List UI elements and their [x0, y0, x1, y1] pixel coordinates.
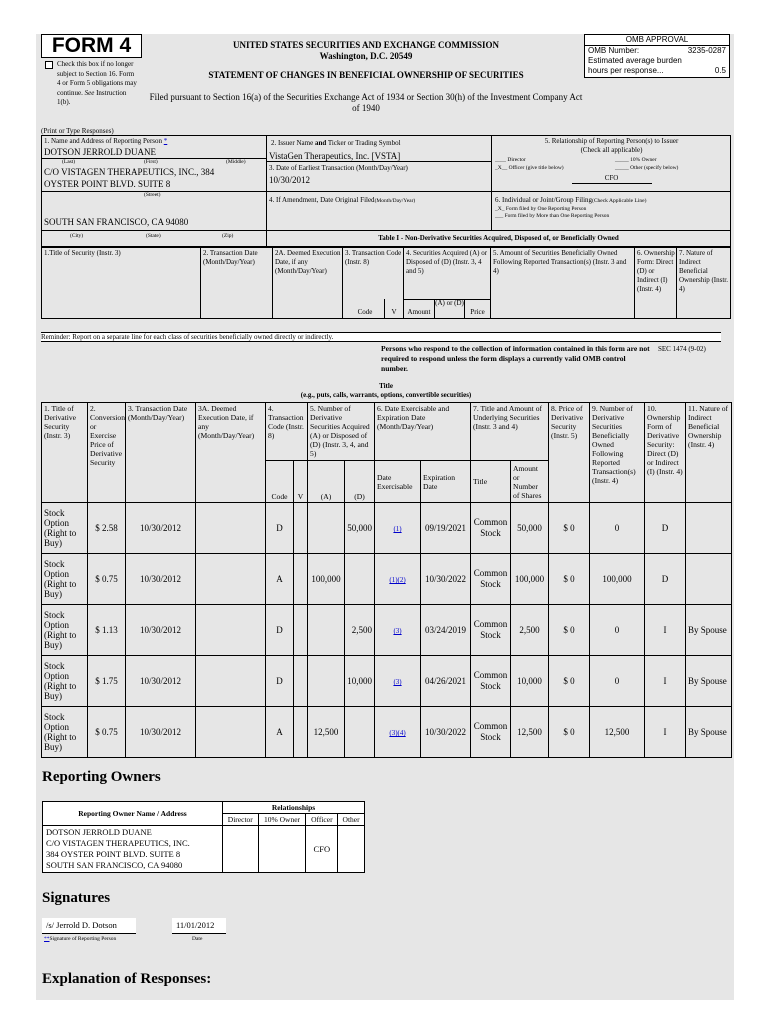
- derivative-row: [42, 554, 732, 605]
- derivative-price: $ 0: [549, 605, 590, 656]
- box6-opt1: _X_ Form filed by One Reporting Person: [495, 206, 587, 212]
- box5-other: _____ Other (specify below): [615, 165, 679, 171]
- table2-subtitle: (e.g., puts, calls, warrants, options, convertible securities): [300, 391, 472, 399]
- underlying-amount: 2,500: [511, 605, 549, 656]
- t1-price: Price: [470, 308, 485, 316]
- acquired-amount: [308, 656, 345, 707]
- t2-title: Title: [471, 461, 511, 503]
- date-exercisable: [375, 554, 421, 605]
- transaction-code: A: [266, 707, 294, 758]
- omb-hours-label: hours per response...: [588, 66, 664, 75]
- owned-following: 0: [590, 656, 645, 707]
- conversion-price: $ 0.75: [88, 554, 126, 605]
- derivative-price: $ 0: [549, 554, 590, 605]
- filed-pursuant: Filed pursuant to Section 16(a) of the Securities Exchange Act of 1934 or Section 30(h) of the Investment Company Act of 1940: [149, 92, 583, 113]
- derivative-row: [42, 605, 732, 656]
- t2-h3: 3. Transaction Date (Month/Day/Year): [126, 403, 196, 503]
- signature-name: /s/ Jerrold D. Dotson: [42, 918, 136, 933]
- security-title: Stock Option (Right to Buy): [42, 554, 88, 605]
- form4-page: [36, 34, 734, 1000]
- underlying-title: Common Stock: [471, 605, 511, 656]
- derivative-table: [41, 402, 732, 758]
- zip-label: (Zip): [222, 233, 234, 239]
- owners-officer: Officer: [306, 814, 338, 826]
- reporting-person-name: DOTSON JERROLD DUANE: [44, 147, 156, 157]
- t1-v: V: [391, 308, 397, 316]
- street-label: (Street): [144, 192, 161, 198]
- t2-h10: 10. Ownership Form of Derivative Security: Direct (D) or Indirect (I) (Instr. 4): [645, 403, 686, 503]
- footnote-link[interactable]: (3): [393, 678, 402, 686]
- owners-col-rel: Relationships: [223, 802, 365, 814]
- t1-code: Code: [357, 308, 373, 316]
- v-flag: [294, 707, 308, 758]
- omb-hours: 0.5: [714, 66, 726, 75]
- derivative-price: $ 0: [549, 656, 590, 707]
- security-title: Stock Option (Right to Buy): [42, 707, 88, 758]
- explanation-heading: Explanation of Responses:: [42, 971, 212, 987]
- derivative-row: [42, 503, 732, 554]
- deemed-date: [196, 503, 266, 554]
- disposed-amount: 10,000: [345, 656, 375, 707]
- t2-h7: 7. Title and Amount of Underlying Securities (Instr. 3 and 4): [471, 403, 549, 461]
- underlying-amount: 100,000: [511, 554, 549, 605]
- earliest-transaction-date: 10/30/2012: [269, 175, 311, 185]
- transaction-code: D: [266, 503, 294, 554]
- t2-h8: 8. Price of Derivative Security (Instr. 5): [549, 403, 590, 503]
- t2-h9: 9. Number of Derivative Securities Beneficially Owned Following Reported Transaction(s) (Instr. 4): [590, 403, 645, 503]
- date-exercisable: [375, 656, 421, 707]
- box5-label: 5. Relationship of Reporting Person(s) to Issuer: [544, 137, 679, 145]
- t2-v: V: [294, 461, 308, 503]
- footnote-link[interactable]: (1)(2): [389, 576, 406, 584]
- box5-ten-pct: _____ 10% Owner: [615, 157, 657, 163]
- t2-h6: 6. Date Exercisable and Expiration Date (Month/Day/Year): [375, 403, 471, 461]
- reporting-owners-heading: Reporting Owners: [42, 769, 161, 785]
- t2-h1: 1. Title of Derivative Security (Instr. 3): [42, 403, 88, 503]
- t1-h3: 3. Transaction Code (Instr. 8): [345, 249, 402, 266]
- deemed-date: [196, 554, 266, 605]
- agency-city: Washington, D.C. 20549: [319, 51, 413, 61]
- omb-number: 3235-0287: [687, 46, 726, 55]
- issuer-name: VistaGen Therapeutics, Inc. [VSTA]: [269, 151, 401, 161]
- statement-title: STATEMENT OF CHANGES IN BENEFICIAL OWNERSHIP OF SECURITIES: [208, 70, 524, 80]
- conversion-price: $ 1.75: [88, 656, 126, 707]
- persons-notice: Persons who respond to the collection of information contained in this form are not required to respond unless the form displays a currently valid OMB control number.: [381, 344, 650, 373]
- conversion-price: $ 2.58: [88, 503, 126, 554]
- t2-exp: Expiration Date: [421, 461, 471, 503]
- box1-label: 1. Name and Address of Reporting Person *: [44, 137, 168, 145]
- t1-h7: 7. Nature of Indirect Beneficial Ownership (Instr. 4): [679, 249, 728, 293]
- acquired-amount: [308, 605, 345, 656]
- footnote-link[interactable]: (3): [393, 627, 402, 635]
- expiration-date: 10/30/2022: [421, 554, 471, 605]
- security-title: Stock Option (Right to Buy): [42, 503, 88, 554]
- ownership-form: I: [645, 656, 686, 707]
- address-line-1: C/O VISTAGEN THERAPEUTICS, INC., 384: [44, 167, 215, 177]
- owners-other: Other: [338, 814, 365, 826]
- transaction-date: 10/30/2012: [126, 605, 196, 656]
- ownership-nature: [686, 503, 732, 554]
- expiration-date: 10/30/2022: [421, 707, 471, 758]
- ownership-form: D: [645, 503, 686, 554]
- disposed-amount: [345, 554, 375, 605]
- omb-burden-label: Estimated average burden: [588, 56, 682, 65]
- t1-aord: (A) or (D): [435, 299, 464, 307]
- date-exercisable: [375, 707, 421, 758]
- underlying-amount: 12,500: [511, 707, 549, 758]
- t1-h2: 2. Transaction Date (Month/Day/Year): [203, 249, 258, 266]
- conversion-price: $ 1.13: [88, 605, 126, 656]
- owned-following: 12,500: [590, 707, 645, 758]
- form-title: FORM 4: [41, 34, 142, 58]
- t2-h4: 4. Transaction Code (Instr. 8): [266, 403, 308, 461]
- disposed-amount: 2,500: [345, 605, 375, 656]
- v-flag: [294, 554, 308, 605]
- acquired-amount: 100,000: [308, 554, 345, 605]
- signatures-heading: Signatures: [42, 890, 111, 906]
- checkbox-label: Check this box if no longer subject to Section 16. Form 4 or Form 5 obligations may continue. See Instruction 1(b).: [57, 60, 137, 106]
- security-title: Stock Option (Right to Buy): [42, 605, 88, 656]
- t1-amount: Amount: [407, 308, 431, 316]
- omb-approval-box: [584, 34, 730, 78]
- owners-director: Director: [223, 814, 259, 826]
- officer-title: CFO: [604, 174, 619, 182]
- derivative-row: [42, 656, 732, 707]
- owned-following: 100,000: [590, 554, 645, 605]
- transaction-code: D: [266, 656, 294, 707]
- security-title: Stock Option (Right to Buy): [42, 656, 88, 707]
- t1-h6: 6. Ownership Form: Direct (D) or Indirect (I) (Instr. 4): [637, 249, 675, 293]
- box3-label: 3. Date of Earliest Transaction (Month/Day/Year): [269, 164, 408, 172]
- ownership-nature: [686, 554, 732, 605]
- transaction-date: 10/30/2012: [126, 554, 196, 605]
- disposed-amount: [345, 707, 375, 758]
- transaction-date: 10/30/2012: [126, 707, 196, 758]
- underlying-title: Common Stock: [471, 554, 511, 605]
- transaction-date: 10/30/2012: [126, 503, 196, 554]
- reporting-owners-table: [42, 801, 365, 873]
- deemed-date: [196, 656, 266, 707]
- t1-h1: 1.Title of Security (Instr. 3): [44, 249, 121, 257]
- transaction-date: 10/30/2012: [126, 656, 196, 707]
- box4-label: 4. If Amendment, Date Original Filed(Month/Day/Year): [269, 196, 416, 204]
- t2-h11: 11. Nature of Indirect Beneficial Ownership (Instr. 4): [686, 403, 732, 503]
- deemed-date: [196, 707, 266, 758]
- owner-officer-value: CFO: [306, 826, 338, 873]
- owners-ten-pct: 10% Owner: [258, 814, 306, 826]
- underlying-amount: 50,000: [511, 503, 549, 554]
- sec-code: SEC 1474 (9-02): [658, 345, 706, 353]
- underlying-title: Common Stock: [471, 707, 511, 758]
- t2-h5: 5. Number of Derivative Securities Acquired (A) or Disposed of (D) (Instr. 3, 4, and 5): [308, 403, 375, 461]
- agency-name: UNITED STATES SECURITIES AND EXCHANGE COMMISSION: [233, 40, 499, 50]
- t2-date-ex: Date Exercisable: [375, 461, 421, 503]
- derivative-row: [42, 707, 732, 758]
- underlying-title: Common Stock: [471, 503, 511, 554]
- box6-opt2: ___ Form filed by More than One Reporting Person: [495, 213, 610, 219]
- disposed-amount: 50,000: [345, 503, 375, 554]
- table1-title: Table I - Non-Derivative Securities Acquired, Disposed of, or Beneficially Owned: [378, 234, 619, 242]
- ownership-nature: By Spouse: [686, 605, 732, 656]
- v-flag: [294, 656, 308, 707]
- first-label: (First): [144, 159, 158, 165]
- ownership-form: D: [645, 554, 686, 605]
- ownership-nature: By Spouse: [686, 656, 732, 707]
- derivative-price: $ 0: [549, 707, 590, 758]
- last-label: (Last): [62, 159, 76, 165]
- signature-date: 11/01/2012: [172, 918, 226, 933]
- t2-a: (A): [308, 461, 345, 503]
- t2-d: (D): [345, 461, 375, 503]
- expiration-date: 09/19/2021: [421, 503, 471, 554]
- expiration-date: 03/24/2019: [421, 605, 471, 656]
- city-state-zip: SOUTH SAN FRANCISCO, CA 94080: [44, 217, 189, 227]
- box5-sub: (Check all applicable): [580, 146, 643, 154]
- t1-h4: 4. Securities Acquired (A) or Disposed of (D) (Instr. 3, 4 and 5): [406, 249, 488, 275]
- transaction-code: A: [266, 554, 294, 605]
- owners-col-name: Reporting Owner Name / Address: [43, 802, 223, 826]
- acquired-amount: 12,500: [308, 707, 345, 758]
- acquired-amount: [308, 503, 345, 554]
- v-flag: [294, 503, 308, 554]
- ownership-form: I: [645, 707, 686, 758]
- t2-code: Code: [266, 461, 294, 503]
- t2-h3a: 3A. Deemed Execution Date, if any (Month/Day/Year): [196, 403, 266, 503]
- reminder: Reminder: Report on a separate line for each class of securities beneficially owned directly or indirectly.: [41, 332, 721, 342]
- v-flag: [294, 605, 308, 656]
- deemed-date: [196, 605, 266, 656]
- city-label: (City): [70, 233, 84, 239]
- box2-label: 2. Issuer Name and Ticker or Trading Symbol: [271, 139, 401, 147]
- t2-h2: 2. Conversion or Exercise Price of Derivative Security: [88, 403, 126, 503]
- address-line-2: OYSTER POINT BLVD. SUITE 8: [44, 179, 171, 189]
- footnote-link[interactable]: (1): [393, 525, 402, 533]
- box5-director: ____ Director: [495, 157, 526, 163]
- signature-label: **Signature of Reporting Person: [44, 936, 117, 942]
- expiration-date: 04/26/2021: [421, 656, 471, 707]
- derivative-price: $ 0: [549, 503, 590, 554]
- omb-title: OMB APPROVAL: [585, 35, 729, 46]
- owner-name-address: DOTSON JERROLD DUANE C/O VISTAGEN THERAPEUTICS, INC. 384 OYSTER POINT BLVD. SUITE 8 SOUTH SAN FRANCISCO, CA 94080: [43, 826, 223, 873]
- owned-following: 0: [590, 605, 645, 656]
- footnote-link[interactable]: (3)(4): [389, 729, 406, 737]
- no-longer-subject-checkbox[interactable]: [45, 61, 53, 69]
- transaction-code: D: [266, 605, 294, 656]
- t2-amount-num: Amount or Number of Shares: [511, 461, 549, 503]
- middle-label: (Middle): [226, 159, 246, 165]
- ownership-nature: By Spouse: [686, 707, 732, 758]
- box5-officer: _X__ Officer (give title below): [495, 165, 564, 171]
- underlying-title: Common Stock: [471, 656, 511, 707]
- table2-title: Title: [379, 382, 393, 390]
- underlying-amount: 10,000: [511, 656, 549, 707]
- print-type-note: (Print or Type Responses): [41, 127, 114, 135]
- conversion-price: $ 0.75: [88, 707, 126, 758]
- ownership-form: I: [645, 605, 686, 656]
- box6-label: 6. Individual or Joint/Group Filing(Check Applicable Line): [495, 196, 647, 204]
- t1-h5: 5. Amount of Securities Beneficially Owned Following Reported Transaction(s) (Instr. 3 and 4): [493, 249, 627, 275]
- date-label: Date: [192, 936, 203, 942]
- owned-following: 0: [590, 503, 645, 554]
- t1-h2a: 2A. Deemed Execution Date, if any (Month/Day/Year): [275, 249, 341, 275]
- date-exercisable: [375, 605, 421, 656]
- date-exercisable: [375, 503, 421, 554]
- state-label: (State): [146, 233, 161, 239]
- omb-number-label: OMB Number:: [588, 46, 640, 55]
